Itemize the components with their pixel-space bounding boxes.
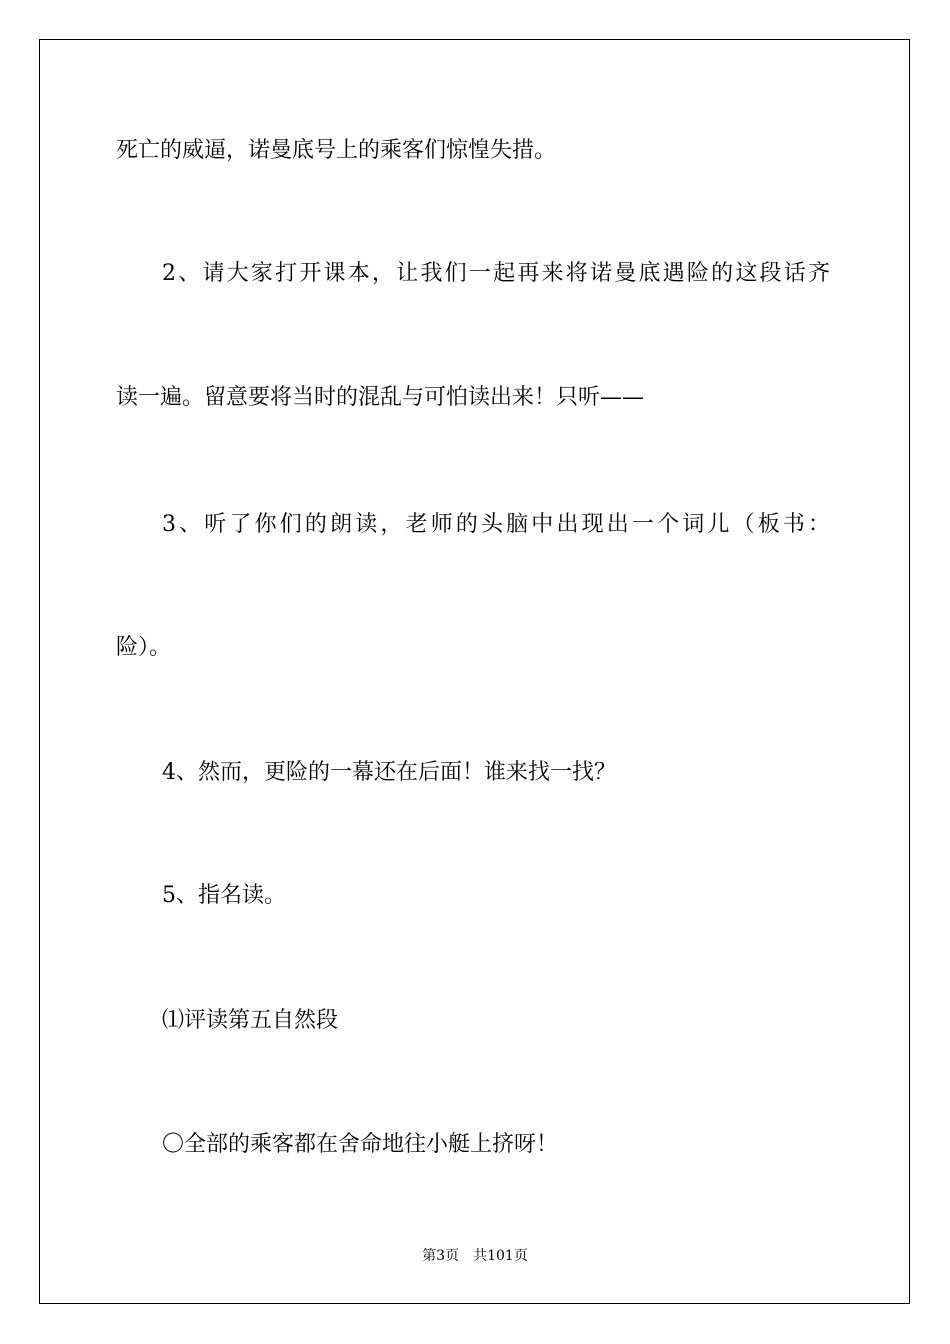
- text-line: 4、然而，更险的一幕还在后面！谁来找一找？: [162, 760, 616, 785]
- text-line: 5、指名读。: [162, 883, 286, 908]
- text-line: ⑴评读第五自然段: [162, 1008, 339, 1033]
- page-number: 第3页: [422, 1248, 460, 1264]
- page-footer: [0, 1246, 950, 1266]
- text-line: 〇全部的乘客都在舍命地往小艇上挤呀！: [162, 1132, 559, 1157]
- text-line: 险）。: [116, 635, 172, 660]
- page-total: 共101页: [473, 1248, 528, 1264]
- text-line: 3、听了你们的朗读，老师的头脑中出现出一个词儿（板书：: [162, 512, 830, 537]
- text-line: 读一遍。留意要将当时的混乱与可怕读出来！只听——: [116, 385, 645, 410]
- text-line: 死亡的威逼，诺曼底号上的乘客们惊惶失措。: [116, 138, 557, 163]
- page-border: [39, 39, 910, 1304]
- text-line: 2、请大家打开课本，让我们一起再来将诺曼底遇险的这段话齐: [162, 261, 830, 286]
